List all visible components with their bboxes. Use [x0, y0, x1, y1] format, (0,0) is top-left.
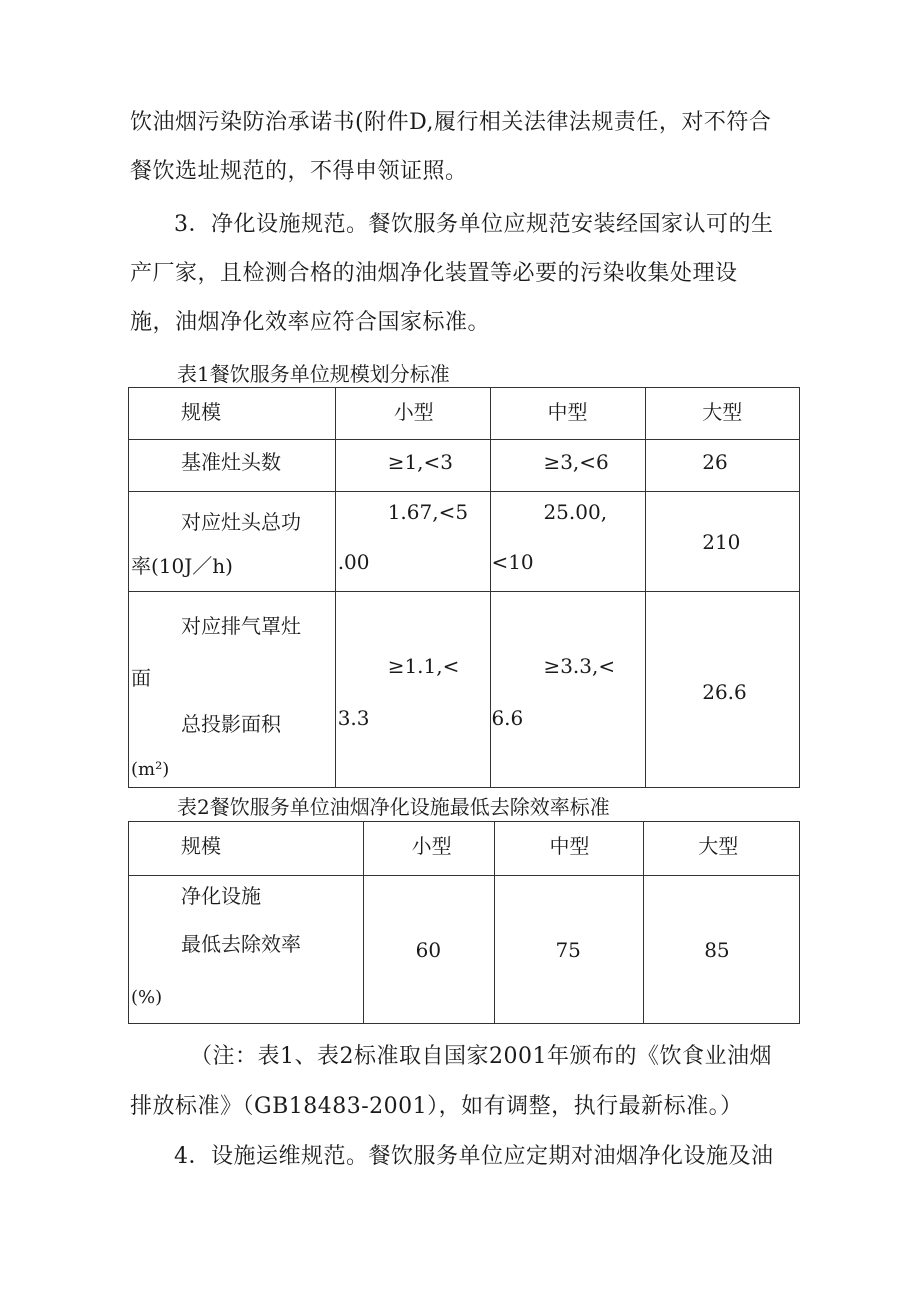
table2-header-cell: 小型: [363, 822, 495, 876]
paragraph-line: 施，油烟净化效率应符合国家标准。: [130, 310, 491, 335]
paragraph-line: 餐饮选址规范的，不得申领证照。: [130, 159, 468, 184]
table-cell: 75: [495, 876, 644, 1024]
table-cell: ≥1,<3: [335, 440, 491, 492]
table2-header-cell: 规模: [129, 822, 364, 876]
table2-header-cell: 大型: [644, 822, 800, 876]
table2-header-row: [129, 822, 800, 876]
table-cell: ≥1.1,< 3.3: [335, 592, 491, 788]
note-line: 排放标准》（GB18483-2001），如有调整，执行最新标准。）: [130, 1094, 743, 1119]
paragraph-line: 3．净化设施规范。餐饮服务单位应规范安装经国家认可的生: [174, 212, 774, 237]
paragraph-line: 4．设施运维规范。餐饮服务单位应定期对油烟净化设施及油: [174, 1144, 774, 1169]
table1-header-cell: 规模: [129, 388, 336, 440]
table-cell: 210: [646, 492, 800, 592]
table-cell: 1.67,<5 .00: [335, 492, 491, 592]
table1-header-row: [129, 388, 800, 440]
table-cell: 基准灶头数: [129, 440, 336, 492]
table-row: [129, 492, 800, 592]
table-cell: 25.00, <10: [491, 492, 646, 592]
table-cell: 对应排气罩灶 面 总投影面积 (m²): [129, 592, 336, 788]
table-row: [129, 440, 800, 492]
table-row: [129, 592, 800, 788]
table2-caption: 表2餐饮服务单位油烟净化设施最低去除效率标准: [177, 795, 610, 819]
table-cell: 85: [644, 876, 800, 1024]
table1-caption: 表1餐饮服务单位规模划分标准: [177, 362, 450, 386]
paragraph-line: 饮油烟污染防治承诺书(附件D,履行相关法律法规责任，对不符合: [130, 110, 772, 135]
paragraph-line: 产厂家，且检测合格的油烟净化装置等必要的污染收集处理设: [130, 261, 738, 286]
table-cell: 净化设施 最低去除效率 (%): [129, 876, 364, 1024]
note-line: （注：表1、表2标准取自国家2001年颁布的《饮食业油烟: [190, 1044, 772, 1069]
table-cell: 26: [646, 440, 800, 492]
table-row: [129, 876, 800, 1024]
table1-header-cell: 小型: [335, 388, 491, 440]
table-cell: ≥3,<6: [491, 440, 646, 492]
table-cell: 对应灶头总功 率(10J／h): [129, 492, 336, 592]
table-cell: 26.6: [646, 592, 800, 788]
table-cell: 60: [363, 876, 495, 1024]
table2: [128, 821, 800, 1024]
table1: [128, 387, 800, 788]
table1-header-cell: 大型: [646, 388, 800, 440]
table-cell: ≥3.3,< 6.6: [491, 592, 646, 788]
table2-header-cell: 中型: [495, 822, 644, 876]
table1-header-cell: 中型: [491, 388, 646, 440]
